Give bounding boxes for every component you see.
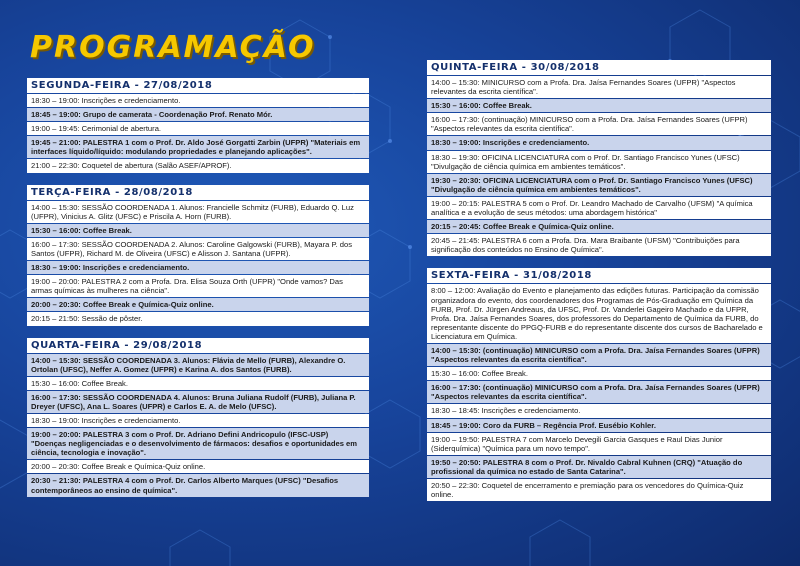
schedule-row: 18:45 – 19:00: Grupo de camerata - Coordenação Prof. Renato Mór. <box>27 108 369 121</box>
schedule-row: 14:00 – 15:30: MINICURSO com a Profa. Dra. Jaísa Fernandes Soares (UFPR) "Aspectos relevantes da escrita científica". <box>427 76 771 98</box>
schedule-row: 18:30 – 19:00: Inscrições e credenciamento. <box>427 136 771 149</box>
schedule-row: 15:30 – 16:00: Coffee Break. <box>27 224 369 237</box>
schedule-row: 14:00 – 15:30: (continuação) MINICURSO com a Profa. Dra. Jaísa Fernandes Soares (UFPR) "Aspectos relevantes da escrita científica". <box>427 344 771 366</box>
schedule-row: 19:45 – 21:00: PALESTRA 1 com o Prof. Dr. Aldo José Gorgatti Zarbin (UFPR) "Materiais em interfaces líquido/líquido: modulando propriedades e planejando aplicações". <box>27 136 369 158</box>
schedule-row: 16:00 – 17:30: SESSÃO COORDENADA 4. Alunos: Bruna Juliana Rudolf (FURB), Juliana P. Dreyer (UFSC), Ana L. Soares (UFPR) e Carlos E. A. de Melo (UFSC). <box>27 391 369 413</box>
day-header-wednesday: QUARTA-FEIRA - 29/08/2018 <box>27 338 369 353</box>
schedule-row: 16:00 – 17:30: (continuação) MINICURSO com a Profa. Dra. Jaísa Fernandes Soares (UFPR) "Aspectos relevantes da escrita científica". <box>427 381 771 403</box>
right-column <box>427 60 771 502</box>
schedule-row: 19:00 – 20:00: PALESTRA 3 com o Prof. Dr. Adriano Defini Andricopulo (IFSC-USP) "Doenças negligenciadas e o desenvolvimento de fármacos: desafios e oportunidades em ciência, tecnologia e inovação". <box>27 428 369 459</box>
day-header-monday: SEGUNDA-FEIRA - 27/08/2018 <box>27 78 369 93</box>
left-column <box>27 78 369 498</box>
schedule-row: 19:00 – 20:00: PALESTRA 2 com a Profa. Dra. Elisa Souza Orth (UFPR) "Onde vamos? Das armas químicas às mulheres na ciência". <box>27 275 369 297</box>
schedule-row: 8:00 – 12:00: Avaliação do Evento e planejamento das edições futuras. Participação da comissão organizadora do evento, dos coordenadores dos Programas de Pós-Graduação em Química da FURB, Prof. Dr. Jürgen Andreaus, da UFSC, Prof. Dr. Vanderlei Gageiro Machado e da UFPR, Profa. Dra. Jaísa Fernandes Soares, dos professores do Departamento de Química da FURB, do representante discente do PPGQ-FURB e do representante discente dos cursos de Bacharelado e Licenciatura em Química. <box>427 284 771 343</box>
schedule-row: 20:15 – 21:50: Sessão de pôster. <box>27 312 369 325</box>
schedule-row: 18:30 – 19:30: OFICINA LICENCIATURA com o Prof. Dr. Santiago Francisco Yunes (UFSC) "Divulgação de ciência química em ambientes temáticos". <box>427 151 771 173</box>
schedule-row: 18:30 – 19:00: Inscrições e credenciamento. <box>27 414 369 427</box>
schedule-row: 21:00 – 22:30: Coquetel de abertura (Salão ASEF/APROF). <box>27 159 369 172</box>
schedule-row: 20:45 – 21:45: PALESTRA 6 com a Profa. Dra. Mara Braibante (UFSM) "Contribuições para significação dos conteúdos no Ensino de Química". <box>427 234 771 256</box>
schedule-row: 20:30 – 21:30: PALESTRA 4 com o Prof. Dr. Carlos Alberto Marques (UFSC) "Desafios contemporâneos ao ensino de química". <box>27 474 369 496</box>
schedule-row: 15:30 – 16:00: Coffee Break. <box>27 377 369 390</box>
day-header-thursday: QUINTA-FEIRA - 30/08/2018 <box>427 60 771 75</box>
schedule-row: 18:30 – 19:00: Inscrições e credenciamento. <box>27 94 369 107</box>
schedule-row: 15:30 – 16:00: Coffee Break. <box>427 99 771 112</box>
schedule-row: 20:50 – 22:30: Coquetel de encerramento e premiação para os vencedores do Química-Quiz online. <box>427 479 771 501</box>
schedule-row: 14:00 – 15:30: SESSÃO COORDENADA 3. Alunos: Flávia de Mello (FURB), Alexandre O. Ortolan (UFSC), Neffer A. Gomez (UFPR) e Karina A. dos Santos (FURB). <box>27 354 369 376</box>
schedule-row: 19:00 – 19:50: PALESTRA 7 com Marcelo Devegili Garcia Gasques e Raul Dias Junior (Siderquímica) "Química para um novo tempo". <box>427 433 771 455</box>
schedule-row: 19:30 – 20:30: OFICINA LICENCIATURA com o Prof. Dr. Santiago Francisco Yunes (UFSC) "Divulgação de ciência química em ambientes temáticos". <box>427 174 771 196</box>
schedule-row: 16:00 – 17:30: (continuação) MINICURSO com a Profa. Dra. Jaísa Fernandes Soares (UFPR) "Aspectos relevantes da escrita científica". <box>427 113 771 135</box>
schedule-row: 16:00 – 17:30: SESSÃO COORDENADA 2. Alunos: Caroline Galgowski (FURB), Mayara P. dos Santos (UFPR), Richard M. de Oliveira (UFSC) e Alisson J. Santana (UFPR). <box>27 238 369 260</box>
schedule-row: 19:00 – 19:45: Cerimonial de abertura. <box>27 122 369 135</box>
schedule-row: 19:00 – 20:15: PALESTRA 5 com o Prof. Dr. Leandro Machado de Carvalho (UFSM) "A química analítica e a evolução de seus métodos: uma abordagem histórica" <box>427 197 771 219</box>
day-header-tuesday: TERÇA-FEIRA - 28/08/2018 <box>27 185 369 200</box>
schedule-row: 20:00 – 20:30: Coffee Break e Química-Quiz online. <box>27 298 369 311</box>
schedule-row: 18:30 – 18:45: Inscrições e credenciamento. <box>427 404 771 417</box>
schedule-row: 20:00 – 20:30: Coffee Break e Química-Quiz online. <box>27 460 369 473</box>
schedule-row: 19:50 – 20:50: PALESTRA 8 com o Prof. Dr. Nivaldo Cabral Kuhnen (CRQ) "Atuação do profissional da química no estado de Santa Catarina". <box>427 456 771 478</box>
schedule-row: 20:15 – 20:45: Coffee Break e Química-Quiz online. <box>427 220 771 233</box>
schedule-row: 18:30 – 19:00: Inscrições e credenciamento. <box>27 261 369 274</box>
day-header-friday: SEXTA-FEIRA - 31/08/2018 <box>427 268 771 283</box>
schedule-row: 15:30 – 16:00: Coffee Break. <box>427 367 771 380</box>
page-title: PROGRAMAÇÃO <box>30 30 316 65</box>
schedule-row: 14:00 – 15:30: SESSÃO COORDENADA 1. Alunos: Francielle Schmitz (FURB), Eduardo Q. Luz (UFPR), Vinicius A. Glitz (UFSC) e Priscila A. Horn (FURB). <box>27 201 369 223</box>
schedule-row: 18:45 – 19:00: Coro da FURB – Regência Prof. Eusébio Kohler. <box>427 419 771 432</box>
